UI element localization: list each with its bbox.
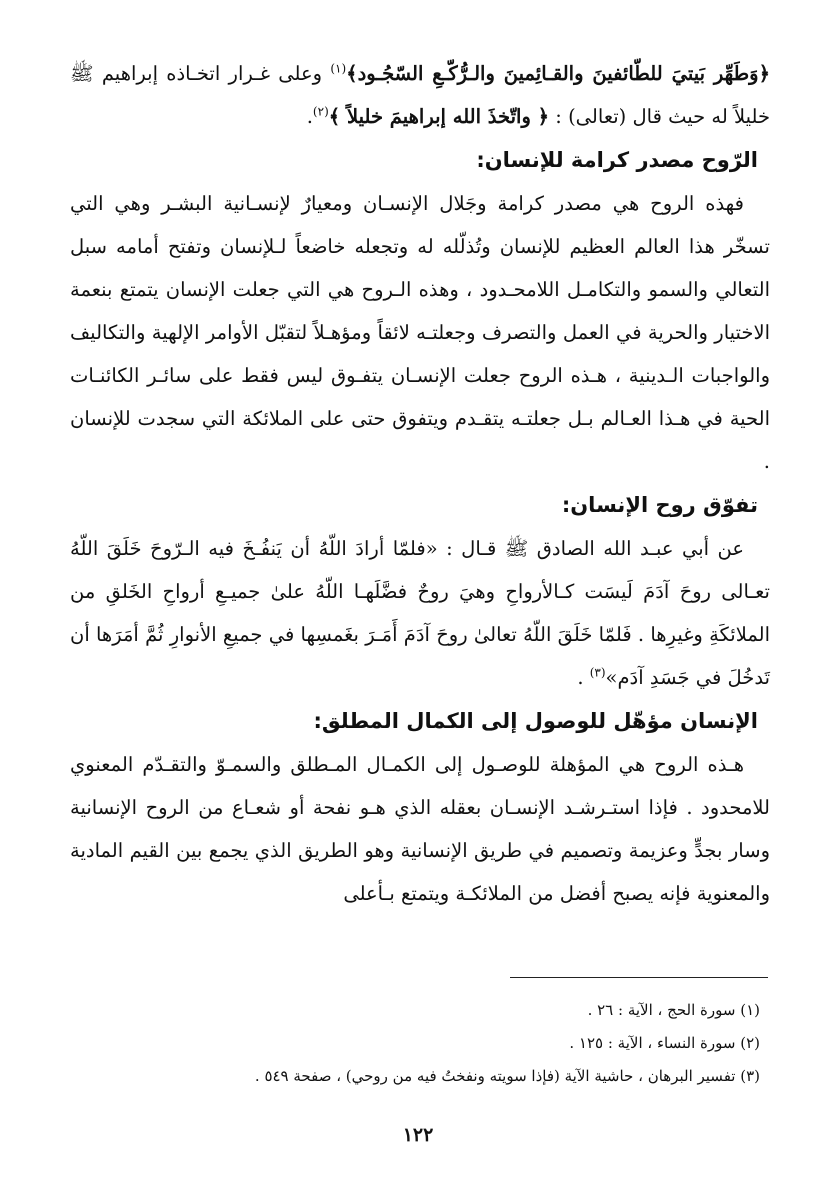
opening-text: وعلى غـرار اتخـاذه إبراهيم ﷺ خليلاً له حيث قال (تعالى) : [70,62,770,128]
paragraph-soul-dignity: فهذه الروح هي مصدر كرامة وجَلال الإنسـان ومعيارٌ لإنسـانية البشـر وهي التي تسخّر هذا العالم العظيم للإنسان وتُذلّله له وتجعله خاضعاً لـلإنسان وتفتح أمامه سبل التعالي والسمو والتكامـل اللامحـدود ، وهذه الـروح هي التي جعلت الإنسان يتمتع بنعمة الاختيار والحرية في العمل والتصرف وجعلتـه لائقاً ومؤهـلاً لتقبّل الأوامر الإلهية والتكاليف والواجبات الـدينية ، هـذه الروح جعلت الإنسـان يتفـوق ليس فقط على سائـر الكائنـات الحية في هـذا العـالم بـل جعلتـه يتقـدم ويتفوق حتى على الملائكة التي سجدت للإنسان . [70,192,770,473]
page-body [70,52,770,915]
paragraph-soul-superiority [70,527,770,699]
quran-verse-1: ﴿وَطَهِّر بَيتيَ للطّائفينَ والقـائِمينَ والـرُّكّـعِ السّجُـود﴾ [346,62,770,85]
page-number: ١٢٢ [402,1124,434,1146]
footnotes [70,994,760,1093]
section-heading-soul-dignity: الرّوح مصدر كرامة للإنسان: [476,148,758,172]
hadith-end: . [577,666,590,689]
hadith-intro: عن أبي عبـد الله الصادق ﷺ قـال : [437,537,745,560]
footnote-divider [510,977,768,978]
footnote-1: (١) سورة الحج ، الآية : ٢٦ . [587,1001,760,1019]
footnote-2: (٢) سورة النساء ، الآية : ١٢٥ . [569,1034,760,1052]
footnote-ref-2: (٢) [312,104,329,119]
section-heading-soul-superiority: تفوّق روح الإنسان: [561,493,758,517]
footnote-ref-3: (٣) [589,665,606,680]
paragraph-absolute-perfection: هـذه الروح هي المؤهلة للوصـول إلى الكمـال المـطلق والسمـوّ والتقـدّم المعنوي للامحدود . فإذا استـرشـد الإنسـان بعقله الذي هـو نفحة أو شعـاع من الروح الإنسانية وسار بجدٍّ وعزيمة وتصميم في طريق الإنسانية وهو الطريق الذي يجمع بين القيم المادية والمعنوية فإنه يصبح أفضل من الملائكـة ويتمتع بـأعلى [70,753,770,905]
section-heading-absolute-perfection: الإنسان مؤهّل للوصول إلى الكمال المطلق: [313,709,758,733]
opening-end: . [306,105,313,128]
quran-verse-2: ﴿ واتّخذَ الله إبراهيمَ خليلاً ﴾ [328,105,550,128]
footnote-3: (٣) تفسير البرهان ، حاشية الآية (فإذا سويته ونفختُ فيه من روحي) ، صفحة ٥٤٩ . [254,1067,760,1085]
footnote-ref-1: (١) [330,61,347,76]
hadith-quote: «فلمّا أرادَ اللّهُ أن يَنفُـخَ فيه الـرّوحَ خَلَقَ اللّهُ تعـالى روحَ آدَمَ لَيسَت كـالأرواحِ وهيَ روحٌ فضَّلَهـا اللّهُ علىٰ جميـعِ أرواحِ الخَلقِ من الملائكَةِ وغيرِها . فَلمّا خَلَقَ اللّهُ تعالىٰ روحَ آدَمَ أَمَـرَ بغَمسِها في جميعِ الأنوارِ ثُمَّ أمَرَها أن تَدخُلَ في جَسَدِ آدَم» [70,537,770,689]
opening-paragraph [70,52,770,138]
